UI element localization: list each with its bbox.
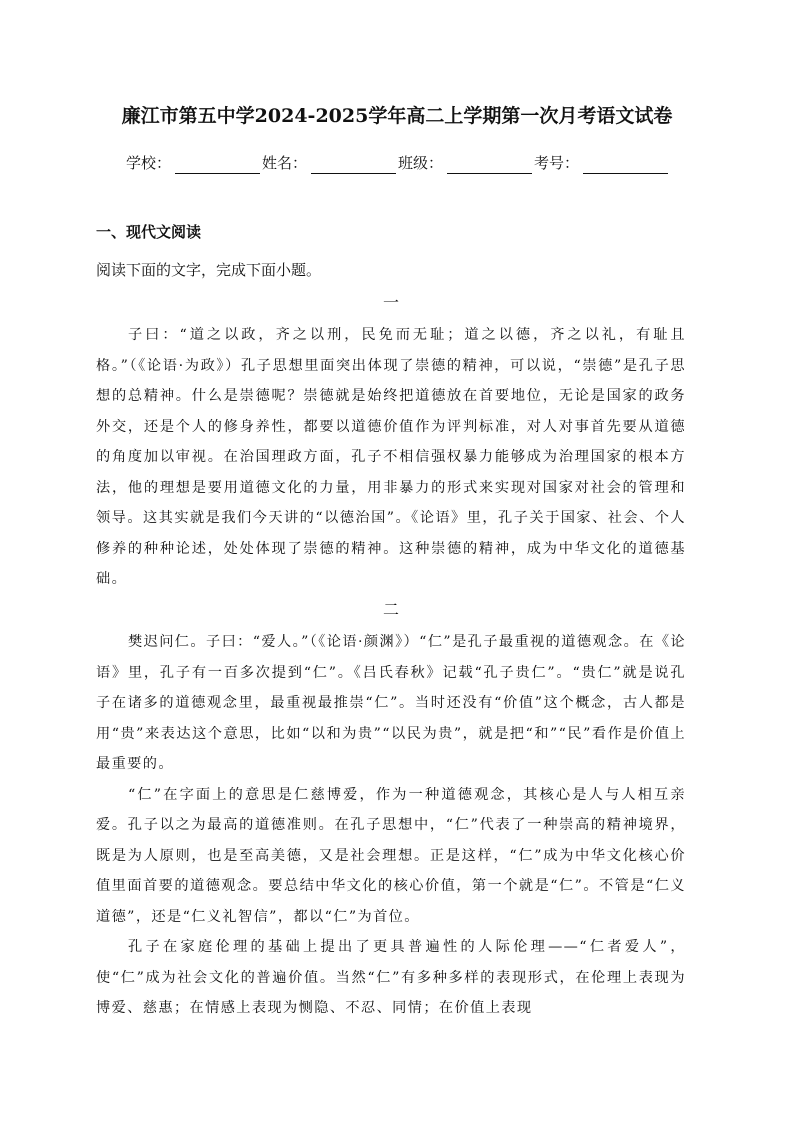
- class-field: [398, 152, 534, 174]
- class-blank: [447, 155, 532, 174]
- reading-part-one: [96, 292, 686, 595]
- class-label: 班级：: [398, 154, 444, 172]
- reading-paragraph: “仁”在字面上的意思是仁慈博爱，作为一种道德观念，其核心是人与人相互亲爱。孔子以之为最高的道德准则。在孔子思想中，“仁”代表了一种崇高的精神境界，既是为人原则，也是至高美德，又是社会理想。正是这样，“仁”成为中华文化核心价值里面首要的道德观念。要总结中华文化的核心价值，第一个就是“仁”。不管是“仁义道德”，还是“仁义礼智信”，都以“仁”为首位。: [96, 786, 686, 925]
- school-label: 学校：: [126, 154, 172, 172]
- part-marker: 一: [382, 293, 399, 312]
- reading-paragraph: 樊迟问仁。子曰：“爱人。”（《论语·颜渊》）“仁”是孔子最重视的道德观念。在《论语》里，孔子有一百多次提到“仁”。《吕氏春秋》记载“孔子贵仁”。“贵仁”就是说孔子在诸多的道德观念里，最重视最推崇“仁”。当时还没有“价值”这个概念，古人都是用“贵”来表达这个意思，比如“以和为贵”“以民为贵”，就是把“和”“民”看作是价值上最重要的。: [96, 634, 686, 772]
- exam-number-field: [534, 152, 670, 174]
- section-heading: 一、现代文阅读: [96, 223, 202, 241]
- name-label: 姓名：: [262, 154, 308, 172]
- reading-part-two: [96, 599, 686, 1024]
- reading-instruction: 阅读下面的文字，完成下面小题。: [96, 261, 322, 279]
- name-field: [262, 152, 398, 174]
- name-blank: [311, 155, 396, 174]
- exam-number-label: 考号：: [534, 154, 580, 172]
- reading-paragraph: 孔子在家庭伦理的基础上提出了更具普遍性的人际伦理——“仁者爱人”，使“仁”成为社会文化的普遍价值。当然“仁”有多种多样的表现形式，在伦理上表现为博爱、慈惠；在情感上表现为恻隐、不忍、同情；在价值上表现: [96, 939, 686, 1016]
- exam-number-blank: [583, 155, 668, 174]
- student-info-row: [126, 152, 686, 174]
- school-field: [126, 152, 262, 174]
- part-marker: 二: [382, 600, 399, 619]
- school-blank: [175, 155, 260, 174]
- reading-paragraph: 子曰：“道之以政，齐之以刑，民免而无耻；道之以德，齐之以礼，有耻且格。”（《论语·为政》）孔子思想里面突出体现了崇德的精神，可以说，“崇德”是孔子思想的总精神。什么是崇德呢？崇德就是始终把道德放在首要地位，无论是国家的政务外交，还是个人的修身养性，都要以道德价值作为评判标准，对人对事首先要从道德的角度加以审视。在治国理政方面，孔子不相信强权暴力能够成为治理国家的根本方法，他的理想是要用道德文化的力量，用非暴力的形式来实现对国家对社会的管理和领导。这其实就是我们今天讲的“以德治国”。《论语》里，孔子关于国家、社会、个人修养的种种论述，处处体现了崇德的精神。这种崇德的精神，成为中华文化的道德基础。: [96, 327, 686, 587]
- page-title: 廉江市第五中学2024-2025学年高二上学期第一次月考语文试卷: [121, 105, 673, 127]
